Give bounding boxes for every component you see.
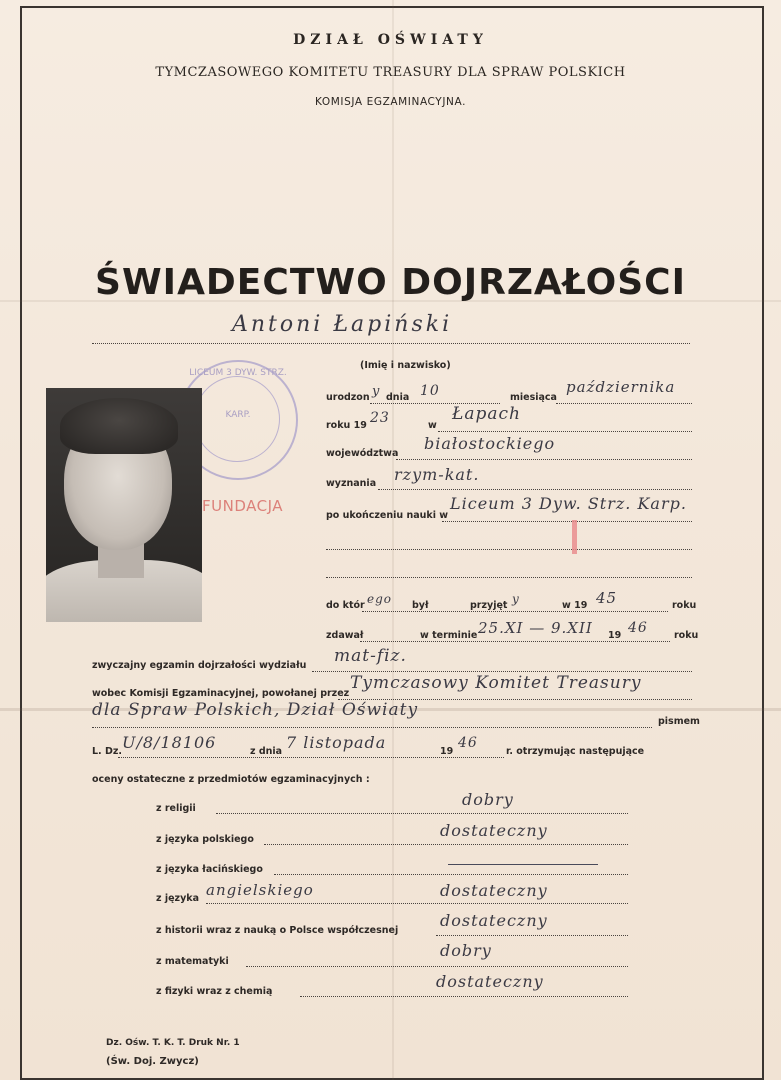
- term-year-word: roku: [674, 630, 699, 641]
- subject-history: z historii wraz z nauką o Polsce współczesnej: [156, 925, 399, 936]
- religion-label: wyznania: [326, 478, 377, 489]
- grades-intro: oceny ostateczne z przedmiotów egzaminacyjnych :: [92, 774, 370, 785]
- admission-dots: [362, 611, 668, 612]
- subject-physics: z fizyki wraz z chemią: [156, 986, 273, 997]
- receiving-label: r. otrzymując następujące: [506, 746, 645, 757]
- religion: rzym-kat.: [394, 465, 480, 484]
- exam-faculty: mat-fiz.: [334, 646, 407, 666]
- photo-hair: [60, 398, 178, 454]
- which-label: do któr: [326, 600, 365, 611]
- birth-day: 10: [420, 383, 440, 399]
- committee-dots-2: [92, 727, 652, 728]
- committee-line-1: Tymczasowy Komitet Treasury: [350, 673, 642, 693]
- footer-form-type: (Św. Doj. Zwycz): [106, 1056, 199, 1067]
- date-year: 46: [458, 735, 478, 751]
- birth-month: października: [566, 378, 676, 396]
- letter-label: pismem: [658, 716, 700, 727]
- voivodeship-label: województwa: [326, 448, 399, 459]
- birth-year: 23: [370, 410, 390, 426]
- name-caption: (Imię i nazwisko): [360, 360, 451, 371]
- admitted-suffix: y: [512, 592, 520, 606]
- term-year-label: 19: [608, 630, 622, 641]
- school-label: po ukończeniu nauki w: [326, 510, 449, 521]
- term-dates: 25.XI — 9.XII: [478, 619, 593, 637]
- school-dots: [442, 521, 692, 522]
- was-label: był: [412, 600, 429, 611]
- date-year-label: 19: [440, 746, 454, 757]
- grade-religion: dobry: [462, 790, 514, 809]
- grade-dots-history: [436, 935, 628, 936]
- month-label: miesiąca: [510, 392, 557, 403]
- exam-label: zwyczajny egzamin dojrzałości wydziału: [92, 660, 307, 671]
- admitted-year-word: roku: [672, 600, 697, 611]
- stamp-text: LICEUM 3 DYW. STRZ.: [189, 368, 287, 378]
- portrait-photo: [46, 388, 202, 622]
- name-dotted-line: [92, 343, 690, 344]
- document-title: ŚWIADECTWO DOJRZAŁOŚCI: [95, 262, 686, 303]
- red-mark: [572, 520, 577, 554]
- admitted-in-label: w 19: [562, 600, 588, 611]
- grade-dots-english: [206, 903, 628, 904]
- date-label: z dnia: [250, 746, 283, 757]
- voivodeship-dots: [396, 459, 692, 460]
- grade-physics: dostateczny: [436, 972, 544, 991]
- born-suffix: y: [372, 384, 381, 399]
- subject-latin: z języka łacińskiego: [156, 864, 263, 875]
- stamp-subtext: KARP.: [225, 410, 251, 420]
- holder-name: Antoni Łapiński: [232, 312, 453, 337]
- grade-math: dobry: [440, 941, 492, 960]
- grade-dots-physics: [300, 996, 628, 997]
- subject-religion: z religii: [156, 803, 196, 814]
- school-name: Liceum 3 Dyw. Strz. Karp.: [450, 494, 687, 513]
- subject-english-fill: angielskiego: [206, 881, 314, 899]
- grade-english: dostateczny: [440, 881, 548, 900]
- day-label: dnia: [386, 392, 410, 403]
- subject-math: z matematyki: [156, 956, 229, 967]
- birth-place: Łapach: [452, 404, 521, 424]
- ref-label: L. Dz.: [92, 746, 122, 757]
- term-label: w terminie: [420, 630, 478, 641]
- committee-label: wobec Komisji Egzaminacyjnej, powołanej przez: [92, 688, 350, 699]
- grade-polish: dostateczny: [440, 821, 548, 840]
- birth-month-dots: [556, 403, 692, 404]
- which-fill: ego: [367, 592, 393, 606]
- grade-dots-polish: [264, 844, 628, 845]
- voivodeship: białostockiego: [424, 434, 556, 453]
- born-label: urodzon: [326, 392, 370, 403]
- grade-latin-dash: [448, 864, 598, 865]
- subject-polish: z języka polskiego: [156, 834, 254, 845]
- footer-form-number: Dz. Ośw. T. K. T. Druk Nr. 1: [106, 1038, 240, 1048]
- school-extra-dots-1: [326, 549, 692, 550]
- header-department: DZIAŁ OŚWIATY: [293, 32, 488, 48]
- faculty-dots: [312, 671, 692, 672]
- religion-dots: [378, 489, 692, 490]
- year-label: roku 19: [326, 420, 367, 431]
- admitted-year: 45: [596, 589, 618, 607]
- watermark-fundacja: FUNDACJA: [202, 497, 284, 515]
- header-committee: TYMCZASOWEGO KOMITETU TREASURY DLA SPRAW POLSKICH: [155, 65, 626, 80]
- fold-line-vertical: [392, 0, 394, 1080]
- grade-dots-math: [246, 966, 628, 967]
- ref-dots: [118, 757, 504, 758]
- committee-line-2: dla Spraw Polskich, Dział Oświaty: [92, 700, 419, 720]
- ref-number: U/8/18106: [122, 733, 217, 752]
- birth-place-dots: [438, 431, 692, 432]
- passed-label: zdawał: [326, 630, 364, 641]
- grade-dots-religion: [216, 813, 628, 814]
- school-extra-dots-2: [326, 577, 692, 578]
- grade-dots-latin: [274, 874, 628, 875]
- place-label: w: [428, 420, 437, 431]
- header-exam-commission: KOMISJA EGZAMINACYJNA.: [314, 96, 467, 108]
- grade-history: dostateczny: [440, 911, 548, 930]
- term-year: 46: [628, 620, 648, 636]
- subject-english-prefix: z języka: [156, 893, 199, 904]
- admitted-label: przyjęt: [470, 600, 508, 611]
- term-dots: [360, 641, 670, 642]
- issue-date: 7 listopada: [286, 733, 387, 752]
